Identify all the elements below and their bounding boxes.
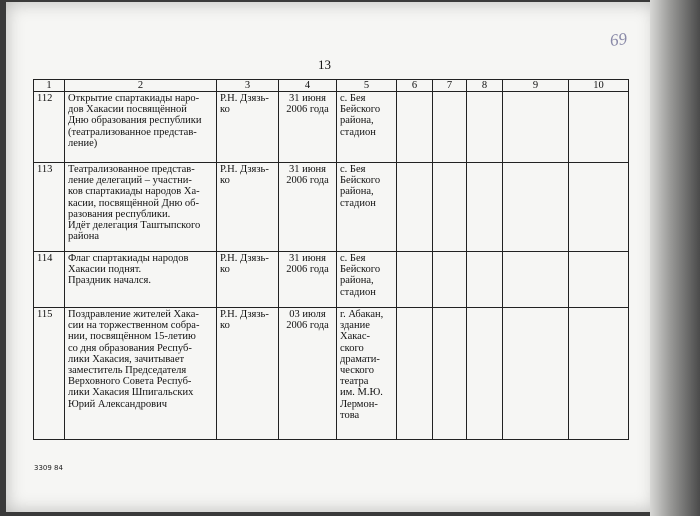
empty-cell — [503, 92, 569, 163]
table-row — [34, 163, 629, 252]
event-description: Открытие спартакиады наро- дов Хакасии посвящённой Дню образования республики (театрализованное представ- ление) — [65, 92, 217, 163]
event-place: г. Абакан, здание Хакас- ского драмати- ческого театра им. М.Ю. Лермон- това — [337, 308, 397, 440]
column-header: 6 — [397, 80, 433, 92]
empty-cell — [433, 252, 467, 308]
event-description: Поздравление жителей Хака- сии на торжественном собра- нии, посвящённом 15-летию со дня образования Респуб- лики Хакасия, зачитывает заместитель Председателя Верховного Совета Респуб- лики Хакасия Шпигальских Юрий Александрович — [65, 308, 217, 440]
empty-cell — [397, 252, 433, 308]
author: Р.Н. Дзязь- ко — [217, 163, 279, 252]
empty-cell — [503, 252, 569, 308]
handwritten-sheet-number: 69 — [608, 28, 629, 51]
event-place: с. Бея Бейского района, стадион — [337, 163, 397, 252]
empty-cell — [467, 163, 503, 252]
row-number: 114 — [34, 252, 65, 308]
row-number: 113 — [34, 163, 65, 252]
footer-code: 3309 84 — [34, 464, 63, 472]
event-date: 31 июня 2006 года — [279, 163, 337, 252]
empty-cell — [569, 308, 629, 440]
column-header: 5 — [337, 80, 397, 92]
empty-cell — [433, 92, 467, 163]
author: Р.Н. Дзязь- ко — [217, 92, 279, 163]
row-number: 112 — [34, 92, 65, 163]
empty-cell — [569, 252, 629, 308]
events-table — [33, 79, 629, 440]
column-header: 3 — [217, 80, 279, 92]
empty-cell — [467, 308, 503, 440]
table-row — [34, 92, 629, 163]
empty-cell — [397, 92, 433, 163]
empty-cell — [569, 163, 629, 252]
row-number: 115 — [34, 308, 65, 440]
empty-cell — [503, 308, 569, 440]
column-header: 1 — [34, 80, 65, 92]
event-place: с. Бея Бейского района, стадион — [337, 92, 397, 163]
event-date: 31 июня 2006 года — [279, 252, 337, 308]
empty-cell — [433, 308, 467, 440]
event-date: 31 июня 2006 года — [279, 92, 337, 163]
column-header: 2 — [65, 80, 217, 92]
header-row — [34, 80, 629, 92]
empty-cell — [433, 163, 467, 252]
author: Р.Н. Дзязь- ко — [217, 308, 279, 440]
event-description: Флаг спартакиады народов Хакасии поднят. Праздник начался. — [65, 252, 217, 308]
page-number: 13 — [318, 57, 331, 72]
column-header: 8 — [467, 80, 503, 92]
empty-cell — [503, 163, 569, 252]
column-header: 9 — [503, 80, 569, 92]
empty-cell — [467, 252, 503, 308]
column-header: 4 — [279, 80, 337, 92]
table-row — [34, 308, 629, 440]
empty-cell — [569, 92, 629, 163]
table-row — [34, 252, 629, 308]
scan-edge-shadow — [650, 0, 700, 516]
column-header: 10 — [569, 80, 629, 92]
author: Р.Н. Дзязь- ко — [217, 252, 279, 308]
column-header: 7 — [433, 80, 467, 92]
event-description: Театрализованное представ- ление делегаций – участни- ков спартакиады народов Ха- касии, посвящённой Дню об- разования республики. Идёт делегация Таштыпского района — [65, 163, 217, 252]
empty-cell — [397, 163, 433, 252]
event-date: 03 июля 2006 года — [279, 308, 337, 440]
event-place: с. Бея Бейского района, стадион — [337, 252, 397, 308]
empty-cell — [397, 308, 433, 440]
empty-cell — [467, 92, 503, 163]
document-page — [6, 2, 656, 512]
